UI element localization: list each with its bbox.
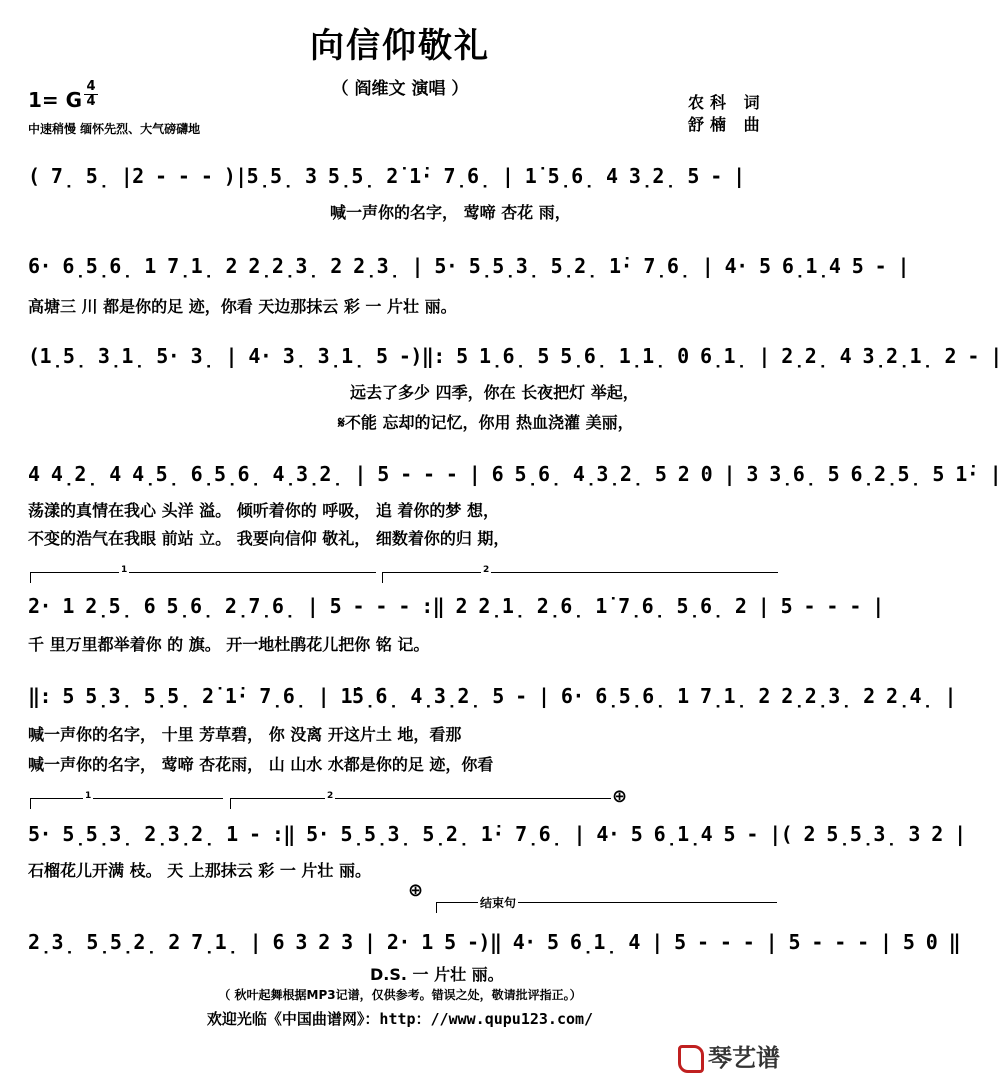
meter-bottom: 4 (84, 94, 98, 109)
volta-bracket-1b (30, 791, 223, 809)
lyricist-credit: 农科 词 (688, 93, 766, 112)
tempo-marking: 中速稍慢 缅怀先烈、大气磅礴地 (28, 122, 201, 136)
lyric-line-3a: 远去了多少 四季，你在 长夜把灯 举起， (350, 383, 639, 402)
coda-symbol-2: ⊕ (408, 880, 424, 901)
key-signature: 1= G (28, 88, 83, 112)
volta-number-2b: 2 (327, 791, 334, 801)
score-line-5: 2· 1 2̣5̣ 6 5̣6̣ 2̣7̣6̣ | 5 - - - :‖ 2 2̣1̣ 2̣6̣ 1̇ 7̣6̣ 5̣6̣ 2 | 5 - - - | (28, 594, 884, 618)
meter-top: 4 (86, 79, 96, 94)
volta-bracket-2b (230, 791, 611, 809)
volta-number-2: 2 (483, 565, 490, 575)
lyric-line-2: 高塘三 川 都是你的足 迹，你看 天边那抹云 彩 一 片壮 丽。 (28, 297, 457, 316)
lyric-line-5: 千 里万里都举着你 的 旗。 开一地杜鹃花儿把你 铭 记。 (28, 635, 430, 654)
score-line-4: 4 4̣2̣ 4 4̣5̣ 6̣5̣6̣ 4̣3̣2̣ | 5 - - - | 6 5̣6̣ 4̣3̣2̣ 5 2 0 | 3 3̣6̣ 5 6̣2̣5̣ 5 1̇· | (28, 462, 1002, 486)
lyric-line-1: 喊一声你的名字， 莺啼 杏花 雨， (330, 203, 571, 222)
lyric-line-6b: 喊一声你的名字， 莺啼 杏花雨， 山 山水 水都是你的足 迹，你看 (28, 755, 494, 774)
website-link[interactable]: 欢迎光临《中国曲谱网》：http：//www.qupu123.com/ (206, 1010, 594, 1028)
page-title: 向信仰敬礼 (310, 26, 490, 66)
lyric-line-6a: 喊一声你的名字， 十里 芳草碧， 你 没离 开这片土 地，看那 (28, 725, 462, 744)
volta-number-1: 1 (121, 565, 128, 575)
time-signature (84, 80, 98, 109)
volta-bracket-2 (382, 565, 778, 583)
score-line-2: 6· 6̣5̣6̣ 1 7̣1̣ 2 2̣2̣3̣ 2 2̣3̣ | 5· 5̣5̣3̣ 5̣2̣ 1̇· 7̣6̣ | 4· 5 6̣1̣4 5 - | (28, 254, 909, 278)
volta-bracket-1 (30, 565, 376, 583)
logo-text: 琴艺谱 (708, 1044, 780, 1072)
lyric-line-3b: 𝄋不能 忘却的记忆，你用 热血浇灌 美丽， (338, 413, 634, 432)
lyric-line-4a: 荡漾的真情在我心 头洋 溢。 倾听着你的 呼吸， 追 着你的梦 想， (28, 501, 499, 520)
singer-credit: （ 阎维文 演唱 ） (331, 79, 469, 99)
score-line-1: ( 7̣ 5̣ |2 - - - )|5̣5̣ 3 5̣5̣ 2̇ 1̇· 7̣6̣ | 1̇ 5̣6̣ 4 3̣2̣ 5 - | (28, 164, 745, 188)
score-line-3: (1̣5̣ 3̣1̣ 5· 3̣ | 4· 3̣ 3̣1̣ 5 -)‖: 5 1̣6̣ 5 5̣6̣ 1̣1̣ 0 6̣1̣ | 2̣2̣ 4 3̣2̣1̣ 2 - | (28, 344, 1002, 368)
composer-credit: 舒楠 曲 (688, 115, 766, 134)
coda-symbol: ⊕ (612, 786, 628, 807)
score-line-7: 5· 5̣5̣3̣ 2̣3̣2̣ 1 - :‖ 5· 5̣5̣3̣ 5̣2̣ 1̇· 7̣6̣ | 4· 5 6̣1̣4 5 - |( 2 5̣5̣3̣ 3 2 | (28, 822, 966, 846)
score-line-8: 2̣3̣ 5̣5̣2̣ 2 7̣1̣ | 6 3 2 3 | 2· 1 5 -)‖ 4· 5 6̣1̣ 4 | 5 - - - | 5 - - - | 5 0 ‖ (28, 930, 961, 954)
logo-icon (678, 1045, 704, 1073)
score-line-6: ‖: 5 5̣3̣ 5̣5̣ 2̇ 1̇· 7̣6̣ | 1̇5̣6̣ 4̣3̣2̣ 5 - | 6· 6̣5̣6̣ 1 7̣1̣ 2 2̣2̣3̣ 2 2̣4̣ | (28, 684, 956, 708)
lyric-line-7: 石榴花儿开满 枝。 天 上那抹云 彩 一 片壮 丽。 (28, 861, 371, 880)
transcription-note: （ 秋叶起舞根据MP3记谱，仅供参考。错误之处，敬请批评指正。） (218, 988, 582, 1002)
ending-label: 结束句 (480, 896, 517, 910)
lyric-line-4b: 不变的浩气在我眼 前站 立。 我要向信仰 敬礼， 细数着你的归 期， (28, 529, 510, 548)
volta-number-1b: 1 (85, 791, 92, 801)
site-logo (678, 1038, 780, 1073)
lyric-line-8: D.S. 一 片壮 丽。 (370, 965, 504, 984)
